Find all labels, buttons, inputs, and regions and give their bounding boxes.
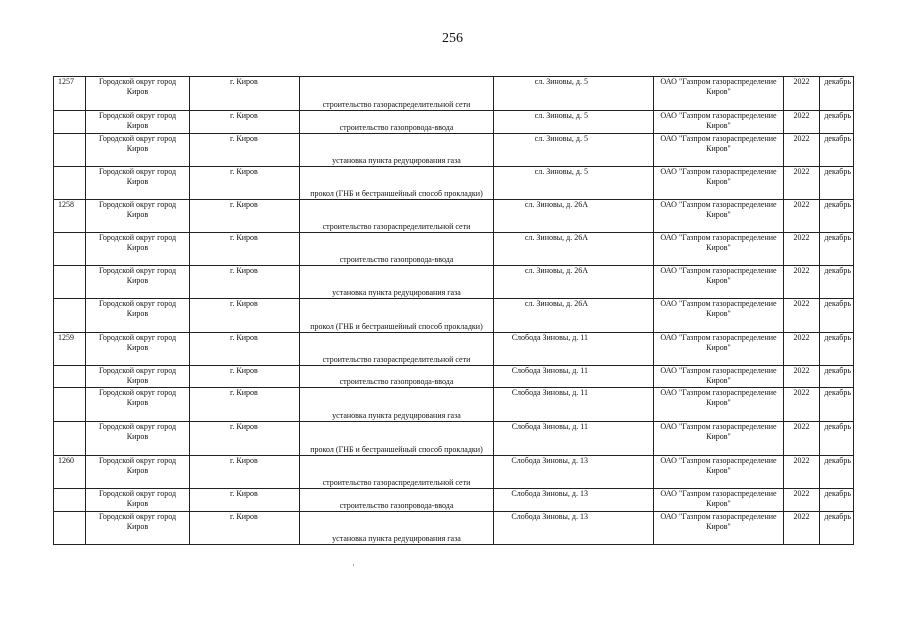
cell-organization bbox=[654, 200, 784, 233]
cell-month bbox=[820, 233, 854, 266]
table-row bbox=[54, 111, 854, 134]
work-type: строительство газопровода-ввода bbox=[339, 501, 454, 510]
organization-line-2: Киров" bbox=[706, 276, 731, 285]
month: декабрь bbox=[824, 77, 851, 86]
cell-district bbox=[86, 134, 190, 167]
work-type: строительство газораспределительной сети bbox=[322, 100, 471, 109]
record-number: 1259 bbox=[58, 333, 74, 342]
cell-year bbox=[784, 266, 820, 299]
district-line-2: Киров bbox=[126, 499, 149, 508]
month: декабрь bbox=[824, 512, 851, 521]
cell-year bbox=[784, 233, 820, 266]
cell-district bbox=[86, 111, 190, 134]
table-body bbox=[54, 77, 854, 545]
cell-city bbox=[190, 456, 300, 489]
district-line-1: Городской округ город bbox=[98, 333, 177, 342]
district-line-2: Киров bbox=[126, 522, 149, 531]
organization-line-2: Киров" bbox=[706, 177, 731, 186]
table-row bbox=[54, 233, 854, 266]
organization-line-2: Киров" bbox=[706, 144, 731, 153]
table-row bbox=[54, 333, 854, 366]
organization-line-1: ОАО "Газпром газораспределение bbox=[660, 200, 777, 209]
cell-city bbox=[190, 512, 300, 545]
cell-district bbox=[86, 233, 190, 266]
work-type: установка пункта редуцирования газа bbox=[332, 288, 461, 297]
cell-month bbox=[820, 134, 854, 167]
organization-line-2: Киров" bbox=[706, 309, 731, 318]
cell-month bbox=[820, 266, 854, 299]
work-type: установка пункта редуцирования газа bbox=[332, 534, 461, 543]
cell-month bbox=[820, 512, 854, 545]
cell-city bbox=[190, 200, 300, 233]
month: декабрь bbox=[824, 333, 851, 342]
table-row bbox=[54, 456, 854, 489]
cell-organization bbox=[654, 333, 784, 366]
work-type: установка пункта редуцирования газа bbox=[332, 411, 461, 420]
address: сл. Зиновы, д. 5 bbox=[534, 167, 588, 176]
city-name: г. Киров bbox=[230, 200, 258, 209]
district-line-2: Киров bbox=[126, 432, 149, 441]
table-row bbox=[54, 200, 854, 233]
month: декабрь bbox=[824, 266, 851, 275]
cell-year bbox=[784, 512, 820, 545]
organization-line-1: ОАО "Газпром газораспределение bbox=[660, 299, 777, 308]
city-name: г. Киров bbox=[230, 388, 258, 397]
cell-address bbox=[494, 233, 654, 266]
city-name: г. Киров bbox=[230, 167, 258, 176]
cell-month bbox=[820, 111, 854, 134]
organization-line-1: ОАО "Газпром газораспределение bbox=[660, 422, 777, 431]
cell-address bbox=[494, 167, 654, 200]
cell-city bbox=[190, 167, 300, 200]
year: 2022 bbox=[793, 512, 810, 521]
cell-district bbox=[86, 366, 190, 388]
district-line-2: Киров bbox=[126, 343, 149, 352]
cell-work-type bbox=[300, 512, 494, 545]
table-row bbox=[54, 422, 854, 456]
city-name: г. Киров bbox=[230, 134, 258, 143]
district-line-2: Киров bbox=[126, 87, 149, 96]
year: 2022 bbox=[793, 456, 810, 465]
city-name: г. Киров bbox=[230, 512, 258, 521]
cell-work-type bbox=[300, 77, 494, 111]
district-line-1: Городской округ город bbox=[98, 134, 177, 143]
address: сл. Зиновы, д. 5 bbox=[534, 77, 588, 86]
cell-work-type bbox=[300, 233, 494, 266]
cell-address bbox=[494, 77, 654, 111]
cell-address bbox=[494, 366, 654, 388]
cell-month bbox=[820, 333, 854, 366]
cell-city bbox=[190, 134, 300, 167]
cell-organization bbox=[654, 512, 784, 545]
year: 2022 bbox=[793, 422, 810, 431]
scan-speck: · bbox=[352, 560, 355, 570]
cell-organization bbox=[654, 366, 784, 388]
cell-district bbox=[86, 456, 190, 489]
record-number: 1260 bbox=[58, 456, 74, 465]
cell-month bbox=[820, 388, 854, 422]
work-type: прокол (ГНБ и бестраншейный способ прокладки) bbox=[310, 322, 483, 331]
address: Слобода Зиновы, д. 13 bbox=[511, 489, 588, 498]
cell-organization bbox=[654, 77, 784, 111]
district-line-1: Городской округ город bbox=[98, 266, 177, 275]
cell-district bbox=[86, 299, 190, 333]
organization-line-1: ОАО "Газпром газораспределение bbox=[660, 134, 777, 143]
cell-city bbox=[190, 489, 300, 512]
table-row bbox=[54, 134, 854, 167]
table-row bbox=[54, 167, 854, 200]
cell-district bbox=[86, 388, 190, 422]
month: декабрь bbox=[824, 456, 851, 465]
cell-year bbox=[784, 456, 820, 489]
organization-line-2: Киров" bbox=[706, 398, 731, 407]
cell-organization bbox=[654, 388, 784, 422]
cell-work-type bbox=[300, 266, 494, 299]
organization-line-1: ОАО "Газпром газораспределение bbox=[660, 77, 777, 86]
cell-address bbox=[494, 111, 654, 134]
address: Слобода Зиновы, д. 11 bbox=[511, 366, 588, 375]
cell-work-type bbox=[300, 111, 494, 134]
cell-address bbox=[494, 422, 654, 456]
month: декабрь bbox=[824, 111, 851, 120]
district-line-2: Киров bbox=[126, 376, 149, 385]
record-number: 1258 bbox=[58, 200, 74, 209]
cell-month bbox=[820, 299, 854, 333]
cell-city bbox=[190, 299, 300, 333]
organization-line-1: ОАО "Газпром газораспределение bbox=[660, 366, 777, 375]
organization-line-2: Киров" bbox=[706, 210, 731, 219]
cell-district bbox=[86, 333, 190, 366]
cell-month bbox=[820, 422, 854, 456]
month: декабрь bbox=[824, 134, 851, 143]
organization-line-1: ОАО "Газпром газораспределение bbox=[660, 388, 777, 397]
organization-line-1: ОАО "Газпром газораспределение bbox=[660, 489, 777, 498]
cell-address bbox=[494, 200, 654, 233]
cell-city bbox=[190, 333, 300, 366]
cell-district bbox=[86, 489, 190, 512]
district-line-1: Городской округ город bbox=[98, 233, 177, 242]
district-line-2: Киров bbox=[126, 309, 149, 318]
cell-organization bbox=[654, 456, 784, 489]
address: Слобода Зиновы, д. 13 bbox=[511, 512, 588, 521]
organization-line-1: ОАО "Газпром газораспределение bbox=[660, 266, 777, 275]
district-line-2: Киров bbox=[126, 466, 149, 475]
year: 2022 bbox=[793, 299, 810, 308]
city-name: г. Киров bbox=[230, 456, 258, 465]
year: 2022 bbox=[793, 366, 810, 375]
district-line-1: Городской округ город bbox=[98, 456, 177, 465]
organization-line-2: Киров" bbox=[706, 121, 731, 130]
cell-month bbox=[820, 456, 854, 489]
address: Слобода Зиновы, д. 11 bbox=[511, 333, 588, 342]
cell-work-type bbox=[300, 422, 494, 456]
cell-work-type bbox=[300, 333, 494, 366]
cell-work-type bbox=[300, 489, 494, 512]
table-row bbox=[54, 366, 854, 388]
cell-number bbox=[54, 233, 86, 266]
month: декабрь bbox=[824, 388, 851, 397]
address: сл. Зиновы, д. 5 bbox=[534, 134, 588, 143]
cell-district bbox=[86, 200, 190, 233]
cell-month bbox=[820, 167, 854, 200]
city-name: г. Киров bbox=[230, 489, 258, 498]
table-row bbox=[54, 388, 854, 422]
year: 2022 bbox=[793, 111, 810, 120]
work-type: прокол (ГНБ и бестраншейный способ прокладки) bbox=[310, 189, 483, 198]
cell-number bbox=[54, 200, 86, 233]
cell-city bbox=[190, 111, 300, 134]
cell-work-type bbox=[300, 366, 494, 388]
organization-line-2: Киров" bbox=[706, 243, 731, 252]
registry-table bbox=[53, 76, 854, 545]
district-line-2: Киров bbox=[126, 276, 149, 285]
cell-address bbox=[494, 333, 654, 366]
cell-month bbox=[820, 77, 854, 111]
organization-line-2: Киров" bbox=[706, 376, 731, 385]
cell-year bbox=[784, 422, 820, 456]
district-line-1: Городской округ город bbox=[98, 388, 177, 397]
cell-organization bbox=[654, 111, 784, 134]
district-line-1: Городской округ город bbox=[98, 167, 177, 176]
organization-line-1: ОАО "Газпром газораспределение bbox=[660, 512, 777, 521]
year: 2022 bbox=[793, 333, 810, 342]
cell-district bbox=[86, 512, 190, 545]
page-number: 256 bbox=[442, 31, 463, 46]
month: декабрь bbox=[824, 233, 851, 242]
city-name: г. Киров bbox=[230, 77, 258, 86]
cell-city bbox=[190, 366, 300, 388]
cell-city bbox=[190, 266, 300, 299]
address: Слобода Зиновы, д. 11 bbox=[511, 422, 588, 431]
cell-organization bbox=[654, 489, 784, 512]
cell-city bbox=[190, 422, 300, 456]
organization-line-1: ОАО "Газпром газораспределение bbox=[660, 233, 777, 242]
work-type: прокол (ГНБ и бестраншейный способ прокладки) bbox=[310, 445, 483, 454]
year: 2022 bbox=[793, 388, 810, 397]
cell-month bbox=[820, 200, 854, 233]
cell-work-type bbox=[300, 456, 494, 489]
organization-line-2: Киров" bbox=[706, 343, 731, 352]
cell-year bbox=[784, 489, 820, 512]
cell-number bbox=[54, 422, 86, 456]
cell-organization bbox=[654, 167, 784, 200]
cell-number bbox=[54, 77, 86, 111]
cell-district bbox=[86, 77, 190, 111]
work-type: строительство газопровода-ввода bbox=[339, 255, 454, 264]
cell-address bbox=[494, 266, 654, 299]
cell-year bbox=[784, 366, 820, 388]
cell-city bbox=[190, 233, 300, 266]
cell-number bbox=[54, 366, 86, 388]
cell-year bbox=[784, 200, 820, 233]
work-type: строительство газопровода-ввода bbox=[339, 123, 454, 132]
organization-line-1: ОАО "Газпром газораспределение bbox=[660, 167, 777, 176]
address: Слобода Зиновы, д. 11 bbox=[511, 388, 588, 397]
cell-work-type bbox=[300, 299, 494, 333]
table-row bbox=[54, 266, 854, 299]
cell-month bbox=[820, 366, 854, 388]
cell-number bbox=[54, 388, 86, 422]
cell-year bbox=[784, 299, 820, 333]
cell-district bbox=[86, 167, 190, 200]
cell-number bbox=[54, 333, 86, 366]
cell-number bbox=[54, 299, 86, 333]
cell-organization bbox=[654, 134, 784, 167]
district-line-1: Городской округ город bbox=[98, 489, 177, 498]
cell-number bbox=[54, 489, 86, 512]
cell-work-type bbox=[300, 388, 494, 422]
cell-year bbox=[784, 388, 820, 422]
table-row bbox=[54, 489, 854, 512]
cell-organization bbox=[654, 422, 784, 456]
work-type: строительство газораспределительной сети bbox=[322, 478, 471, 487]
cell-number bbox=[54, 134, 86, 167]
cell-district bbox=[86, 422, 190, 456]
month: декабрь bbox=[824, 200, 851, 209]
cell-year bbox=[784, 333, 820, 366]
district-line-2: Киров bbox=[126, 210, 149, 219]
cell-address bbox=[494, 512, 654, 545]
organization-line-2: Киров" bbox=[706, 466, 731, 475]
district-line-1: Городской округ город bbox=[98, 299, 177, 308]
cell-address bbox=[494, 299, 654, 333]
organization-line-2: Киров" bbox=[706, 87, 731, 96]
work-type: строительство газораспределительной сети bbox=[322, 355, 471, 364]
year: 2022 bbox=[793, 134, 810, 143]
cell-work-type bbox=[300, 134, 494, 167]
cell-year bbox=[784, 111, 820, 134]
cell-address bbox=[494, 134, 654, 167]
year: 2022 bbox=[793, 489, 810, 498]
cell-number bbox=[54, 456, 86, 489]
cell-year bbox=[784, 167, 820, 200]
cell-organization bbox=[654, 299, 784, 333]
table-row bbox=[54, 299, 854, 333]
address: сл. Зиновы, д. 26А bbox=[524, 200, 588, 209]
district-line-1: Городской округ город bbox=[98, 512, 177, 521]
district-line-1: Городской округ город bbox=[98, 111, 177, 120]
district-line-2: Киров bbox=[126, 177, 149, 186]
work-type: установка пункта редуцирования газа bbox=[332, 156, 461, 165]
organization-line-2: Киров" bbox=[706, 499, 731, 508]
city-name: г. Киров bbox=[230, 366, 258, 375]
cell-city bbox=[190, 388, 300, 422]
cell-month bbox=[820, 489, 854, 512]
district-line-2: Киров bbox=[126, 243, 149, 252]
address: сл. Зиновы, д. 26А bbox=[524, 233, 588, 242]
cell-work-type bbox=[300, 200, 494, 233]
cell-number bbox=[54, 266, 86, 299]
table-row bbox=[54, 77, 854, 111]
district-line-1: Городской округ город bbox=[98, 422, 177, 431]
month: декабрь bbox=[824, 366, 851, 375]
city-name: г. Киров bbox=[230, 111, 258, 120]
cell-year bbox=[784, 134, 820, 167]
cell-organization bbox=[654, 233, 784, 266]
cell-address bbox=[494, 489, 654, 512]
city-name: г. Киров bbox=[230, 266, 258, 275]
district-line-2: Киров bbox=[126, 398, 149, 407]
organization-line-1: ОАО "Газпром газораспределение bbox=[660, 333, 777, 342]
cell-number bbox=[54, 167, 86, 200]
year: 2022 bbox=[793, 200, 810, 209]
organization-line-2: Киров" bbox=[706, 522, 731, 531]
address: сл. Зиновы, д. 26А bbox=[524, 266, 588, 275]
city-name: г. Киров bbox=[230, 233, 258, 242]
cell-work-type bbox=[300, 167, 494, 200]
month: декабрь bbox=[824, 299, 851, 308]
month: декабрь bbox=[824, 489, 851, 498]
cell-district bbox=[86, 266, 190, 299]
month: декабрь bbox=[824, 422, 851, 431]
cell-organization bbox=[654, 266, 784, 299]
address: сл. Зиновы, д. 5 bbox=[534, 111, 588, 120]
organization-line-1: ОАО "Газпром газораспределение bbox=[660, 111, 777, 120]
cell-city bbox=[190, 77, 300, 111]
cell-year bbox=[784, 77, 820, 111]
table-row bbox=[54, 512, 854, 545]
district-line-1: Городской округ город bbox=[98, 200, 177, 209]
district-line-2: Киров bbox=[126, 121, 149, 130]
district-line-1: Городской округ город bbox=[98, 366, 177, 375]
cell-number bbox=[54, 512, 86, 545]
district-line-2: Киров bbox=[126, 144, 149, 153]
year: 2022 bbox=[793, 167, 810, 176]
work-type: строительство газопровода-ввода bbox=[339, 377, 454, 386]
address: Слобода Зиновы, д. 13 bbox=[511, 456, 588, 465]
cell-number bbox=[54, 111, 86, 134]
city-name: г. Киров bbox=[230, 299, 258, 308]
city-name: г. Киров bbox=[230, 422, 258, 431]
organization-line-1: ОАО "Газпром газораспределение bbox=[660, 456, 777, 465]
year: 2022 bbox=[793, 233, 810, 242]
address: сл. Зиновы, д. 26А bbox=[524, 299, 588, 308]
organization-line-2: Киров" bbox=[706, 432, 731, 441]
district-line-1: Городской округ город bbox=[98, 77, 177, 86]
cell-address bbox=[494, 456, 654, 489]
year: 2022 bbox=[793, 266, 810, 275]
cell-address bbox=[494, 388, 654, 422]
month: декабрь bbox=[824, 167, 851, 176]
work-type: строительство газораспределительной сети bbox=[322, 222, 471, 231]
year: 2022 bbox=[793, 77, 810, 86]
city-name: г. Киров bbox=[230, 333, 258, 342]
record-number: 1257 bbox=[58, 77, 74, 86]
